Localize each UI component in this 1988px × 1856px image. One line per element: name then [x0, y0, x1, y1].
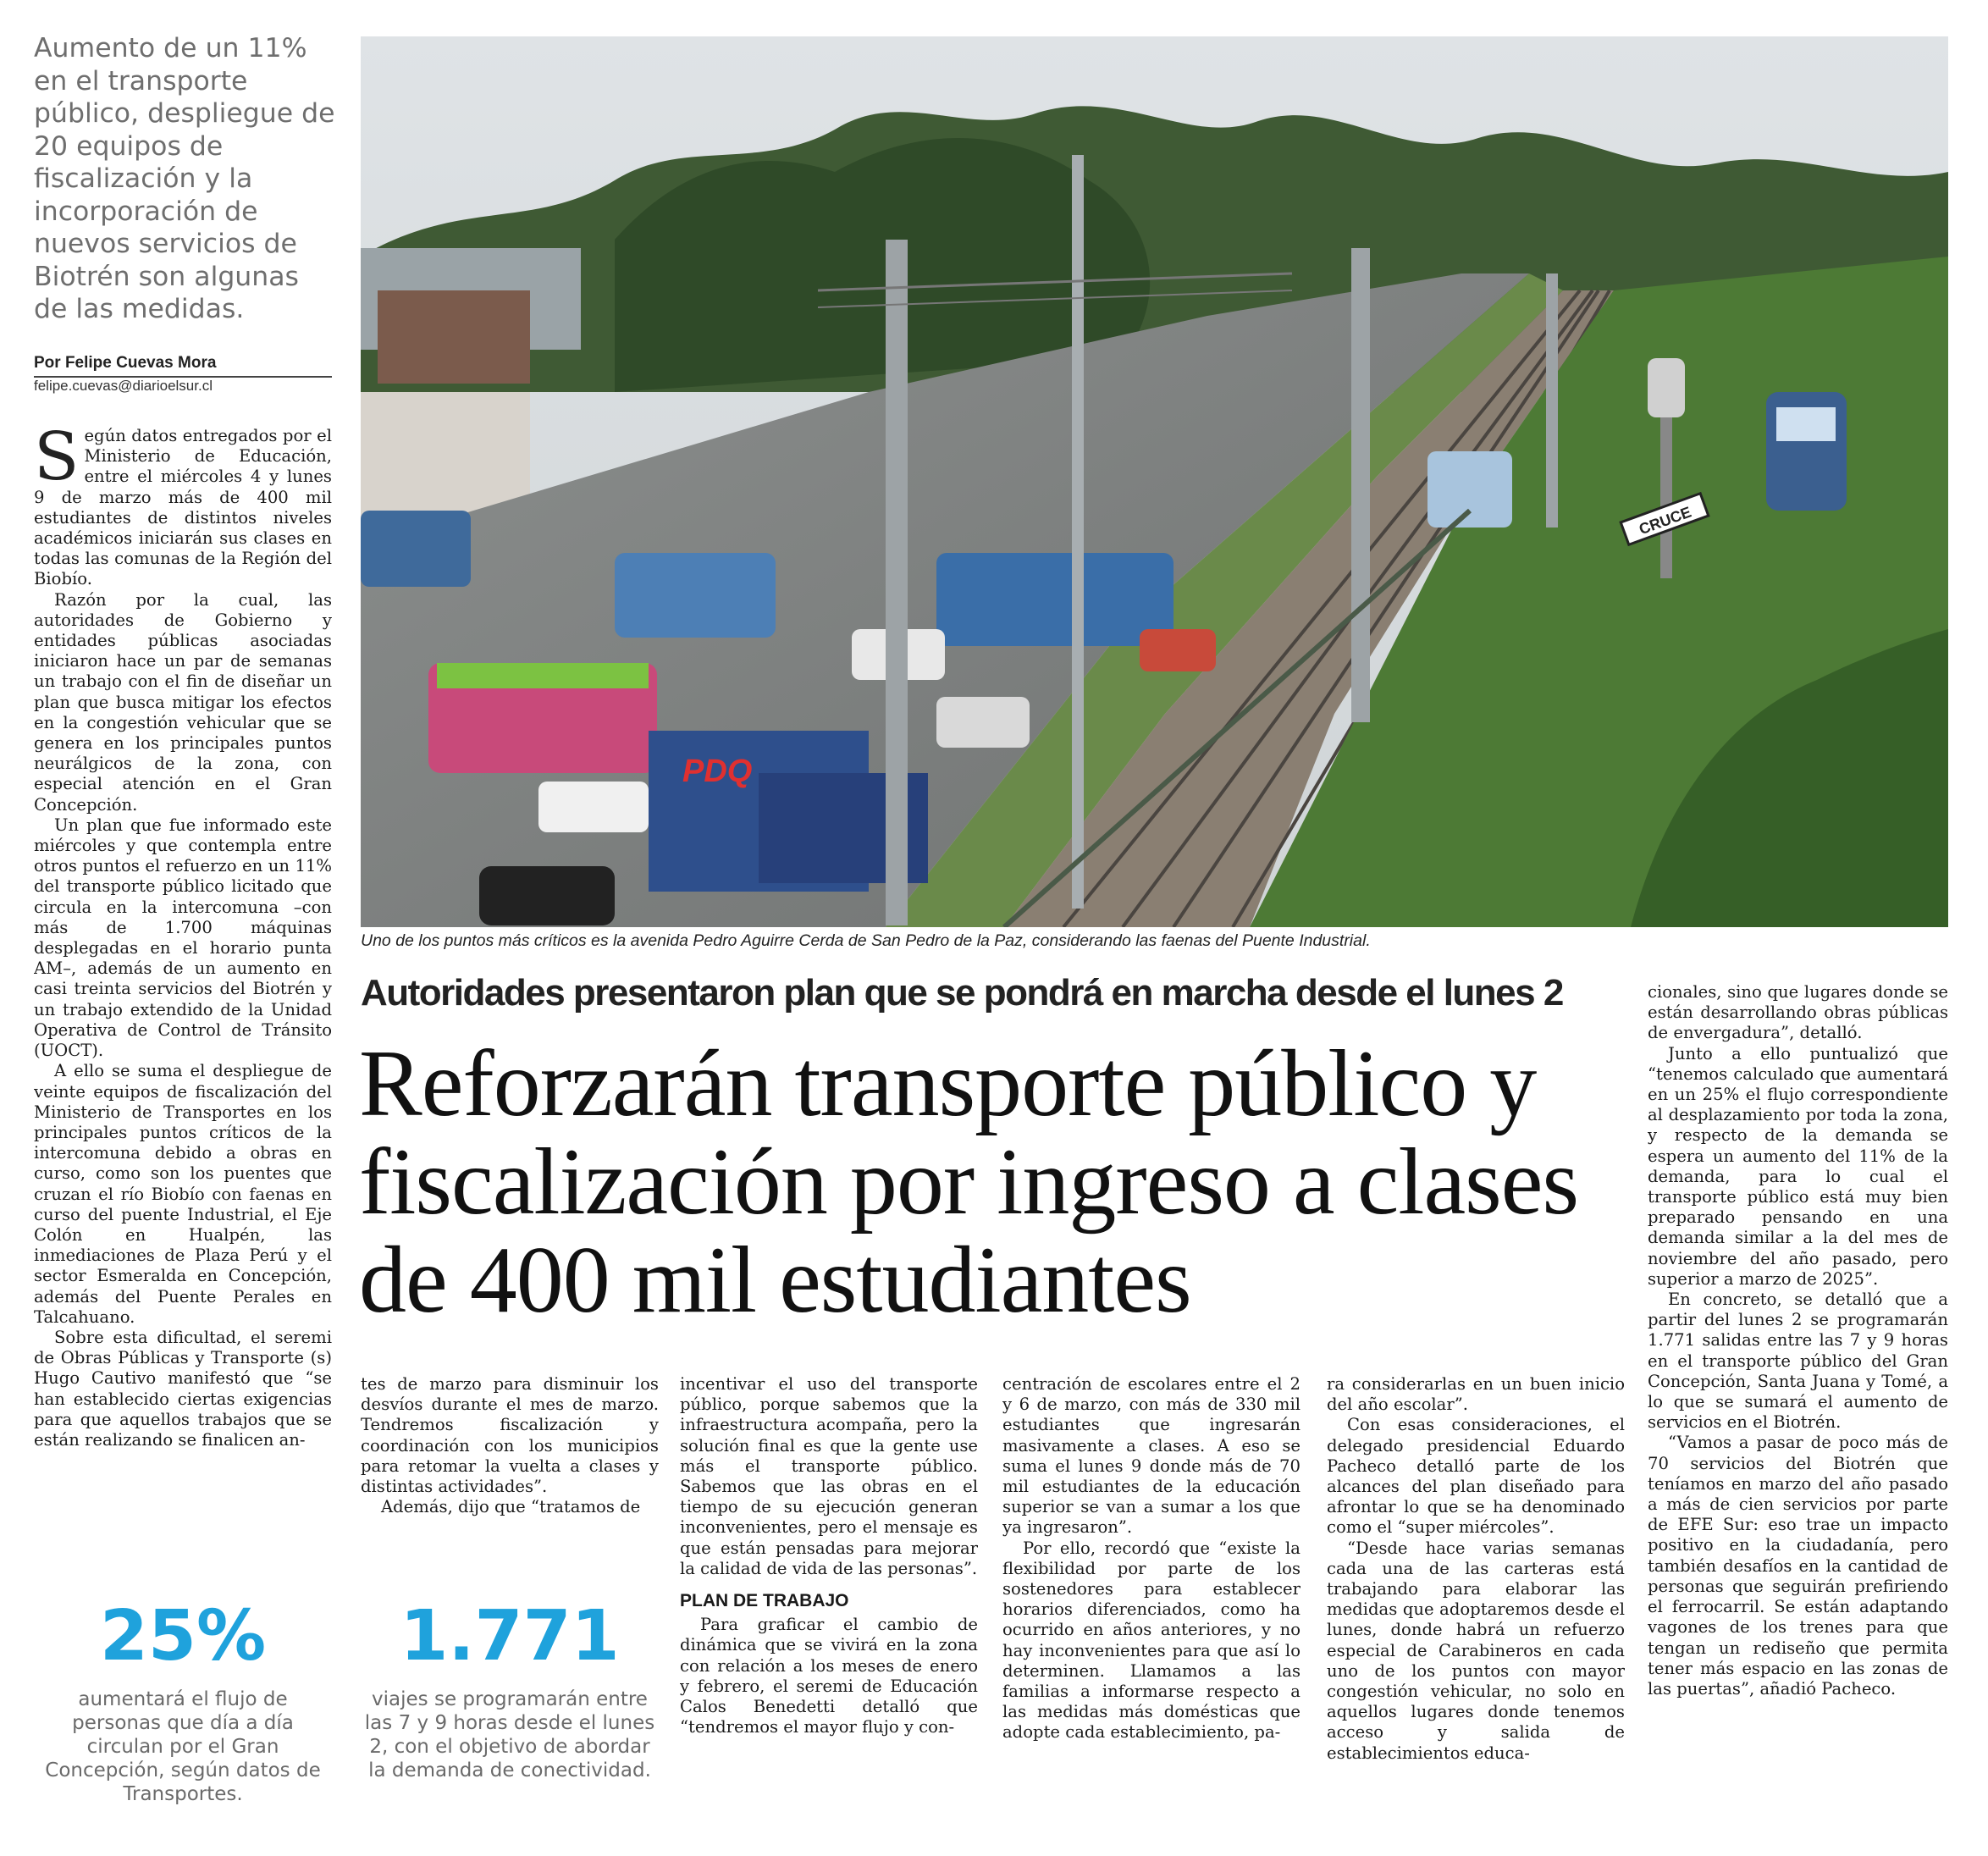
- article-paragraph: centración de escolares entre el 2 y 6 de marzo, con más de 330 mil estudiantes que ingresarán masivamente a clases. A eso se suma el lunes 9 donde más de 70 mil estudiantes de la educación superior se van a sumar a los que ya ingresaron”.: [1002, 1374, 1300, 1538]
- lede-summary: Aumento de un 11% en el transporte público, despliegue de 20 equipos de fiscalización y la incorporación de nuevos servicios de Biotrén son algunas de las medidas.: [34, 33, 335, 324]
- stat-value-flow: 25%: [99, 1596, 267, 1676]
- byline-author: Por Felipe Cuevas Mora: [34, 354, 332, 378]
- article-column-5: [1327, 1374, 1625, 1815]
- news-photo: [361, 36, 1948, 927]
- stat-description-flow: aumentará el flujo de personas que día a día circulan por el Gran Concepción, según datos de Transportes.: [45, 1688, 321, 1805]
- article-paragraph: incentivar el uso del transporte público, porque sabemos que la infraestructura acompaña, pero la solución final es que la gente use más el transporte público. Sabemos que las obras en el tiempo de su ejecución generan inconvenientes, pero el mensaje es que están pensadas para mejorar la calidad de vida de las personas”.: [680, 1374, 978, 1578]
- paragraph-text: egún datos entregados por el Ministerio de Educación, entre el miércoles 4 y lunes 9 de marzo más de 400 mil estudiantes de distintos niveles académicos iniciarán sus clases en todas las comunas de la Región del Biobío.: [34, 426, 332, 589]
- article-paragraph: tes de marzo para disminuir los desvíos durante el mes de marzo. Tendremos fiscalización y coordinación con los municipios para retomar la vuelta a clases y distintas actividades”.: [361, 1374, 659, 1497]
- stat-description-trips: viajes se programarán entre las 7 y 9 horas desde el lunes 2, con el objetivo de abordar la demanda de conectividad.: [364, 1688, 655, 1781]
- byline-email[interactable]: felipe.cuevas@diarioelsur.cl: [34, 378, 213, 394]
- article-paragraph: Por ello, recordó que “existe la flexibilidad por parte de los sostenedores para establecer horarios diferenciados, como ha ocurrido en años anteriores, y no hay inconvenientes para que así lo determinen. Llamamos a las familias a informarse respecto a las medidas más domésticas que adopte cada establecimiento, pa-: [1002, 1538, 1300, 1743]
- headline: Reforzarán transporte público y fiscalización por ingreso a clases de 400 mil estudiantes: [359, 1031, 1579, 1333]
- article-paragraph: Además, dijo que “tratamos de: [381, 1497, 641, 1517]
- truck-logo: PDQ: [682, 754, 753, 789]
- article-paragraph: Junto a ello puntualizó que “tenemos calculado que aumentará en un 25% el flujo correspondiente al desplazamiento por toda la zona, y respecto de la demanda se espera un aumento del 11% de la demanda, para lo cual el transporte público está muy bien preparado pensando en una demanda similar a la del mes de noviembre del año pasado, pero superior a marzo de 2025”.: [1648, 1043, 1948, 1289]
- drop-cap: S: [34, 426, 80, 495]
- article-paragraph: Sobre esta dificultad, el seremi de Obras Públicas y Transporte (s) Hugo Cautivo manifestó que “se han establecido ciertas exigencias para que aquellos trabajos que se están realizando se finalicen an-: [34, 1327, 332, 1450]
- article-paragraph: “Desde hace varias semanas cada una de las carteras está trabajando para elaborar las medidas que adoptaremos desde el lunes, donde habrá un refuerzo especial de Carabineros en cada uno de los puntos con mayor congestión vehicular, no solo en aquellos lugares donde tenemos acceso y salida de establecimientos educa-: [1327, 1538, 1625, 1763]
- kicker: Autoridades presentaron plan que se pondrá en marcha desde el lunes 2: [361, 972, 1563, 1014]
- article-column-6: [1648, 982, 1948, 1829]
- article-column-3: [680, 1374, 978, 1815]
- article-paragraph: Para graficar el cambio de dinámica que se vivirá en la zona con relación a los meses de enero y febrero, el seremi de Educación Calos Benedetti detalló que “tendremos el mayor flujo y con-: [680, 1615, 978, 1737]
- article-paragraph: cionales, sino que lugares donde se están desarrollando obras públicas de envergadura”, detalló.: [1648, 982, 1948, 1043]
- article-paragraph: Razón por la cual, las autoridades de Gobierno y entidades públicas asociadas iniciaron hace un par de semanas un trabajo con el fin de diseñar un plan que busca mitigar los efectos en la congestión vehicular que se genera en los principales puntos neurálgicos de la zona, con especial atención en el Gran Concepción.: [34, 589, 332, 815]
- article-paragraph: Un plan que fue informado este miércoles y que contempla entre otros puntos el refuerzo en un 11% del transporte público licitado que circula en la intercomuna –con más de 1.700 máquinas desplegadas en el horario punta AM–, además de un aumento en casi treinta servicios del Biotrén y un trabajo extendido de la Unidad Operativa de Control de Tránsito (UOCT).: [34, 815, 332, 1061]
- article-paragraph: Con esas consideraciones, el delegado presidencial Eduardo Pacheco detalló parte de los alcances del plan diseñado para afrontar lo que se ha denominado como el “super miércoles”.: [1327, 1415, 1625, 1538]
- article-paragraph: ra considerarlas en un buen inicio del año escolar”.: [1327, 1374, 1625, 1415]
- stat-value-trips: 1.771: [400, 1596, 620, 1676]
- photo-caption: Uno de los puntos más críticos es la avenida Pedro Aguirre Cerda de San Pedro de la Paz, considerando las faenas del Puente Industrial.: [361, 931, 1371, 950]
- article-column-2: [361, 1374, 659, 1544]
- article-column-1: [34, 426, 332, 1544]
- article-paragraph: “Vamos a pasar de poco más de 70 servicios del Biotrén que teníamos en marzo del año pasado a más de cien servicios por parte de EFE Sur: eso trae un impacto positivo en la ciudadanía, pero también desafíos en la cantidad de personas que seguirán prefiriendo el ferrocarril. Se están adaptando vagones de los trenes para que tengan un rediseño que permita tener más espacio en las zonas de las puertas”, añadió Pacheco.: [1648, 1433, 1948, 1699]
- article-paragraph: [34, 426, 332, 590]
- article-paragraph: En concreto, se detalló que a partir del lunes 2 se programarán 1.771 salidas entre las 7 y 9 horas en el transporte público del Gran Concepción, Santa Juana y Tomé, a lo que se sumará el aumento de servicios en el Biotrén.: [1648, 1290, 1948, 1433]
- cruce-sign-text: CRUCE: [1637, 503, 1694, 539]
- article-paragraph: A ello se suma el despliegue de veinte equipos de fiscalización del Ministerio de Transportes en los principales puntos críticos de la intercomuna debido a obras en curso, como son los puentes que cruzan el río Biobío con faenas en curso del puente Industrial, el Eje Colón en Hualpén, las inmediaciones de Plaza Perú y el sector Esmeralda en Concepción, además del Puente Perales en Talcahuano.: [34, 1061, 332, 1327]
- section-heading: PLAN DE TRABAJO: [680, 1591, 849, 1611]
- article-column-4: [1002, 1374, 1300, 1815]
